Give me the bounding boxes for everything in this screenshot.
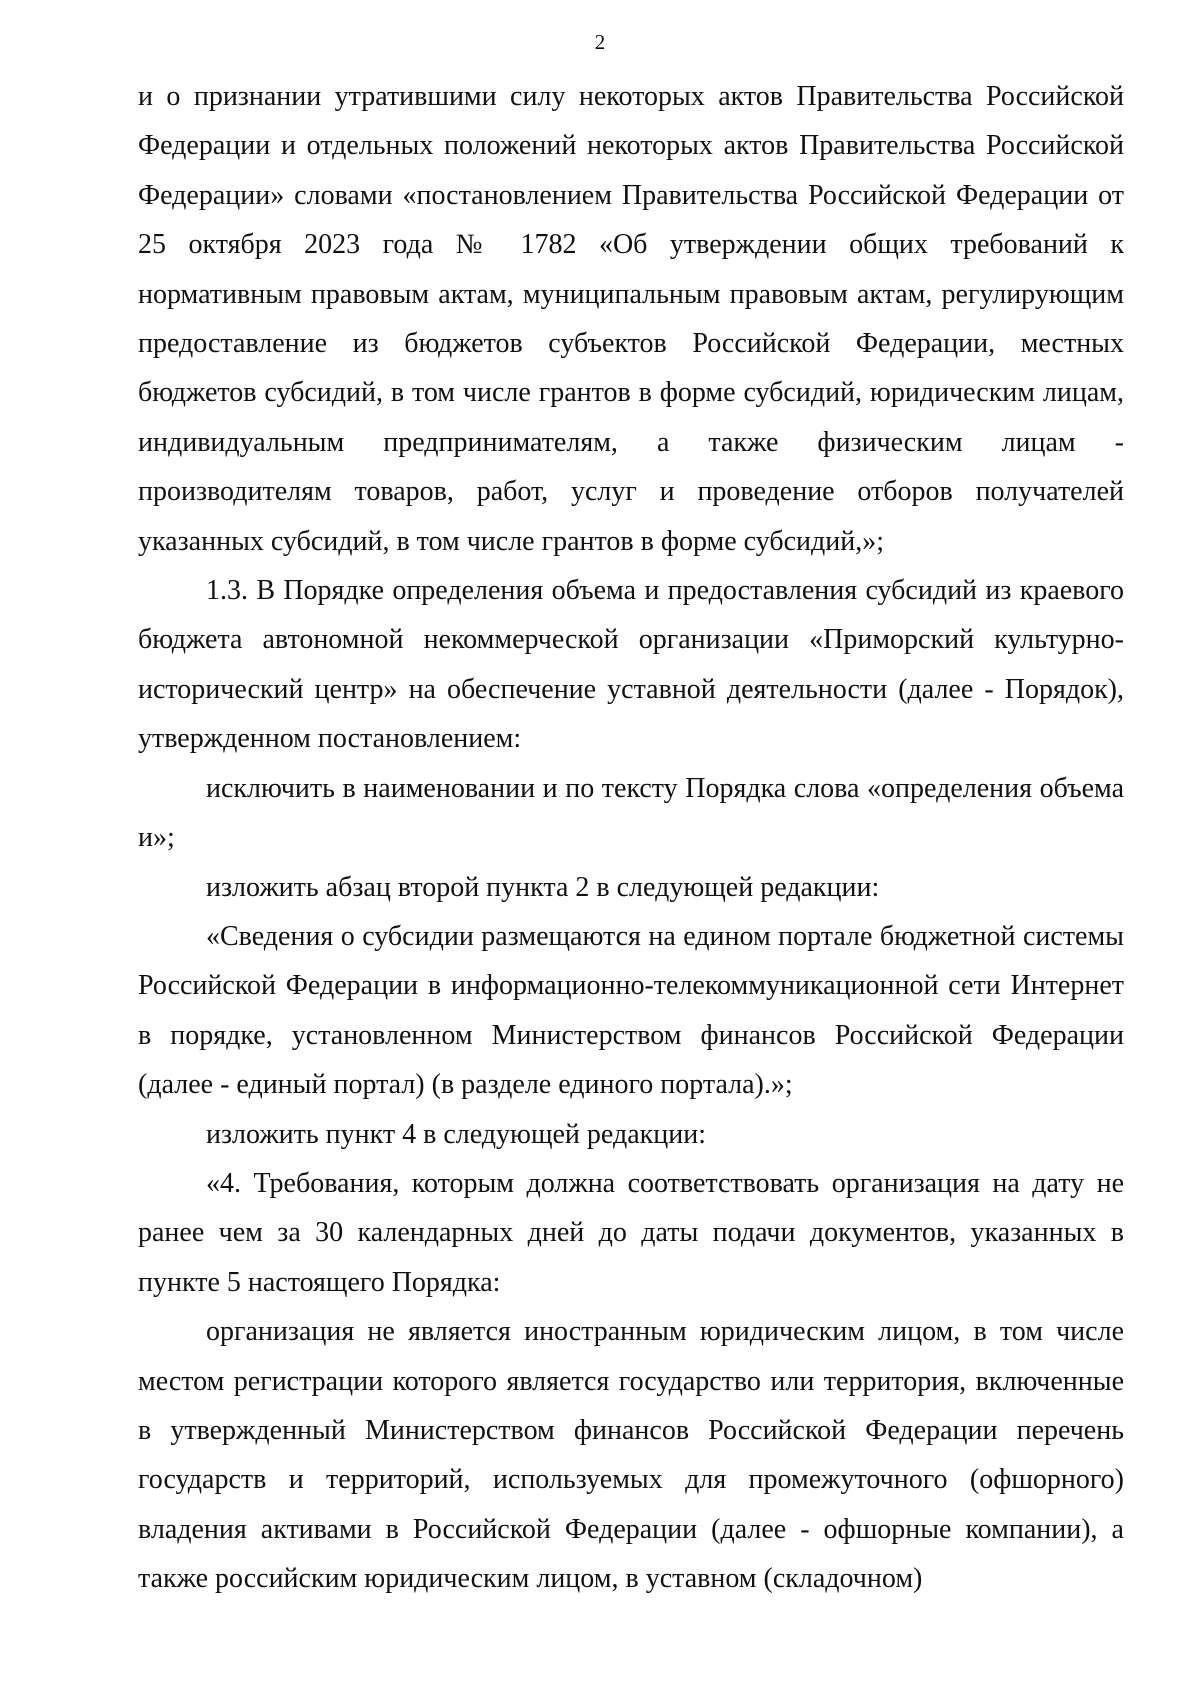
- document-body: [138, 72, 1124, 1604]
- paragraph-foreign-entity: организация не является иностранным юридическим лицом, в том числе местом регистрации которого является государство или территория, включенные в утвержденный Министерством финансов Российской Федерации перечень государств и территорий, используемых для промежуточного (офшорного) владения активами в Российской Федерации (далее - офшорные компании), а также российским юридическим лицом, в уставном (складочном): [138, 1316, 1124, 1595]
- page-number: 2: [594, 30, 606, 54]
- paragraph-point-4-requirements: «4. Требования, которым должна соответствовать организация на дату не ранее чем за 30 календарных дней до даты подачи документов, указанных в пункте 5 настоящего Порядка:: [138, 1167, 1124, 1298]
- paragraph-item-1-3: 1.3. В Порядке определения объема и предоставления субсидий из краевого бюджета автономной некоммерческой организации «Приморский культурно-исторический центр» на обеспечение уставной деятельности (далее - Порядок), утвержденном постановлением:: [138, 575, 1124, 755]
- paragraph-continuation: и о признании утратившими силу некоторых актов Правительства Российской Федерации и отдельных положений некоторых актов Правительства Российской Федерации» словами «постановлением Правительства Российской Федерации от 25 октября 2023 года № 1782 «Об утверждении общих требований к нормативным правовым актам, муниципальным правовым актам, регулирующим предоставление из бюджетов субъектов Российской Федерации, местных бюджетов субсидий, в том числе грантов в форме субсидий, юридическим лицам, индивидуальным предпринимателям, а также физическим лицам - производителям товаров, работ, услуг и проведение отборов получателей указанных субсидий, в том числе грантов в форме субсидий,»;: [138, 81, 1124, 557]
- paragraph-amend-point-4: изложить пункт 4 в следующей редакции:: [206, 1118, 706, 1150]
- paragraph-amend-point-2: изложить абзац второй пункта 2 в следующей редакции:: [206, 871, 880, 903]
- paragraph-subsidy-info: «Сведения о субсидии размещаются на едином портале бюджетной системы Российской Федерации в информационно-телекоммуникационной сети Интернет в порядке, установленном Министерством финансов Российской Федерации (далее - единый портал) (в разделе единого портала).»;: [138, 920, 1124, 1101]
- paragraph-exclude-words: исключить в наименовании и по тексту Порядка слова «определения объема и»;: [138, 772, 1124, 854]
